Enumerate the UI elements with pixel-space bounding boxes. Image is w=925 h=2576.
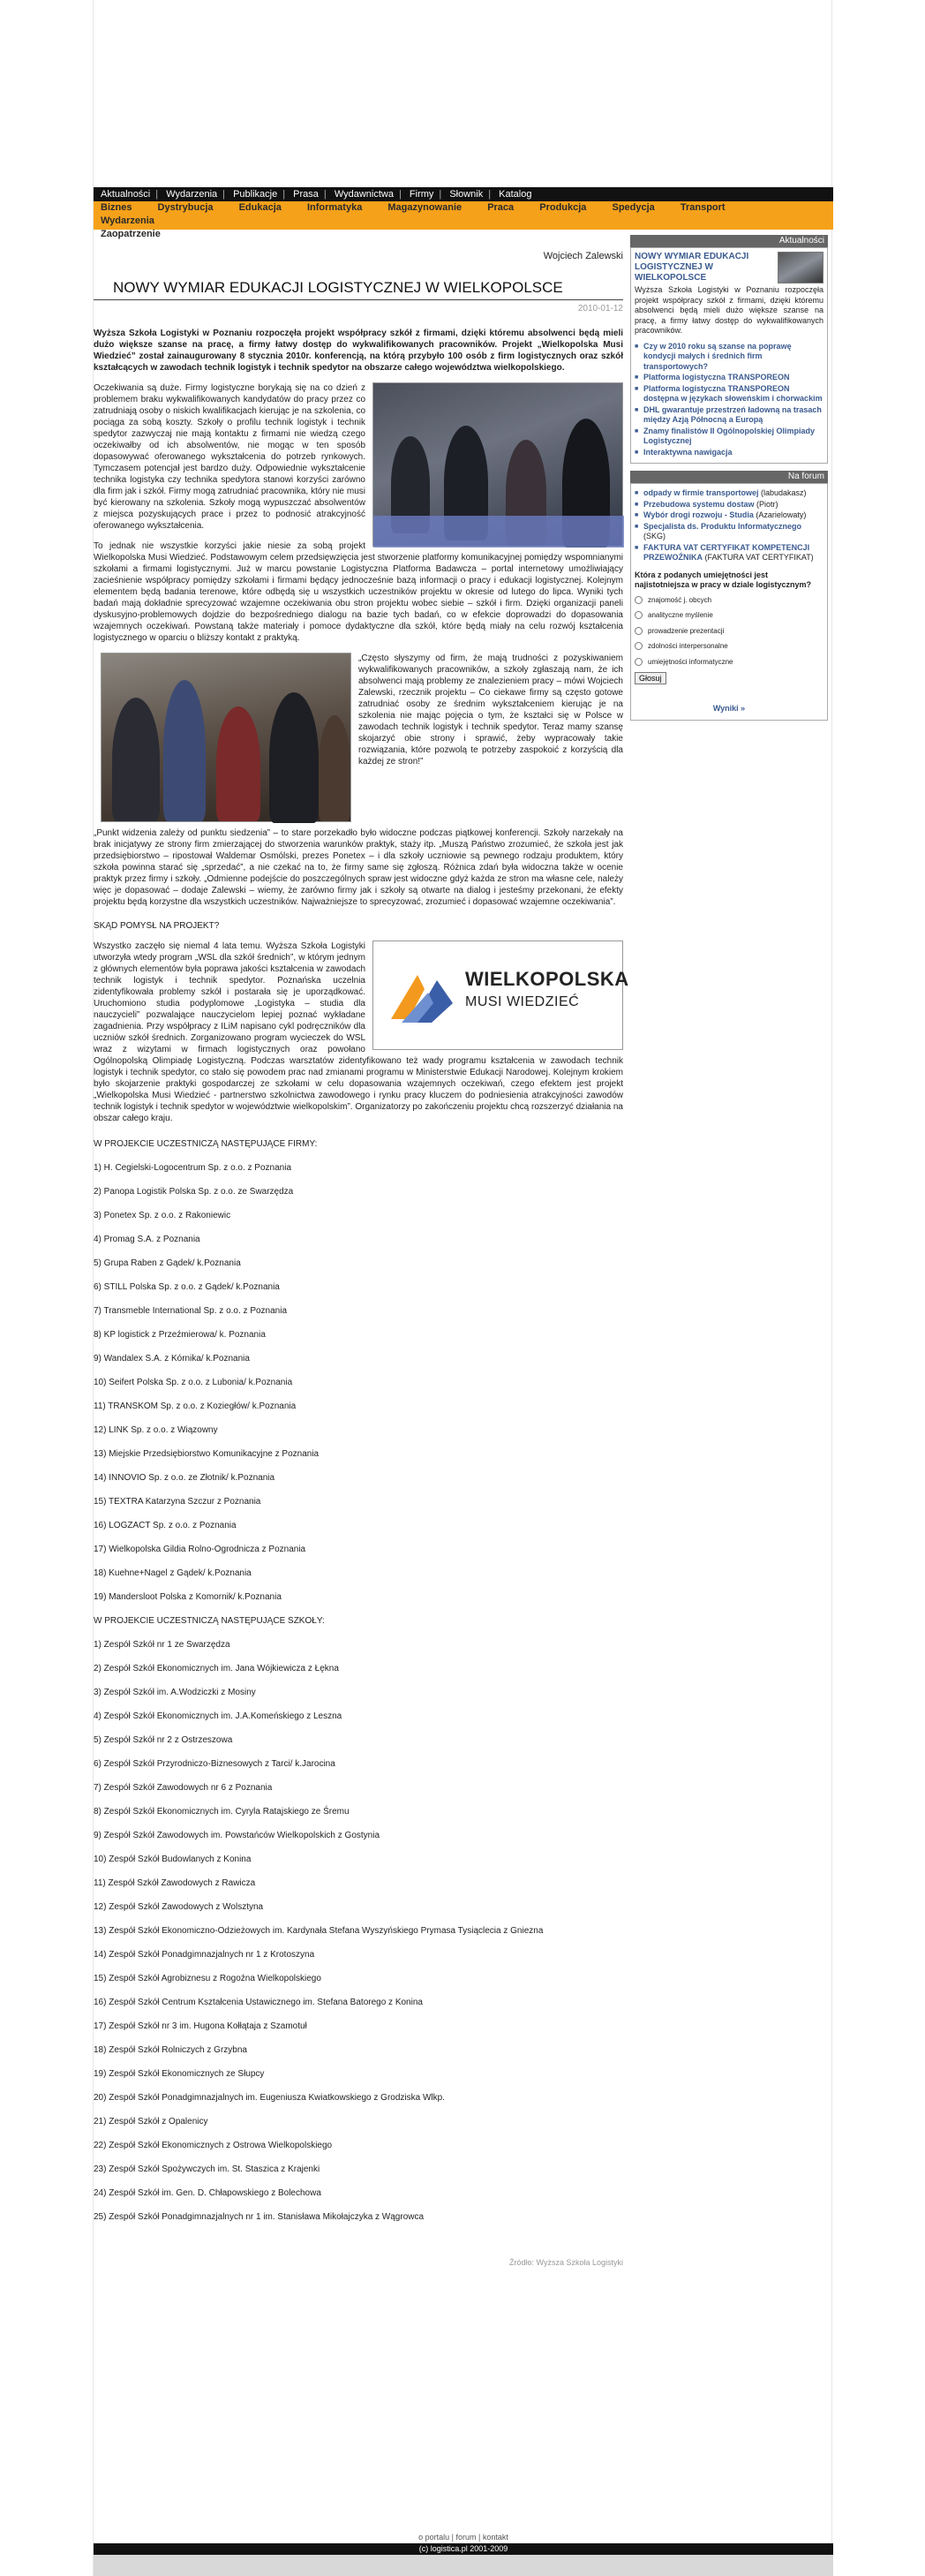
school-item: 18) Zespół Szkół Rolniczych z Grzybna [94,2045,247,2055]
school-item: 3) Zespół Szkół im. A.Wodziczki z Mosiny [94,1688,256,1697]
category-praca[interactable]: Praca [487,202,515,213]
category-spedycja[interactable]: Spedycja [612,202,655,213]
results-link[interactable]: Wyniki » [712,704,746,713]
firms-heading: W PROJEKCIE UCZESTNICZĄ NASTĘPUJĄCE FIRMY: [94,1139,318,1149]
separator: | [155,189,159,200]
category-informatyka[interactable]: Informatyka [306,202,363,213]
school-item: 2) Zespół Szkół Ekonomicznych im. Jana Wójkiewicza z Łękna [94,1664,339,1673]
forum-topic-title[interactable]: Specjalista ds. Produktu Informatycznego [643,521,802,531]
radio-button[interactable] [635,627,643,635]
separator: | [222,189,226,200]
article-paragraph [94,941,629,1124]
schools-heading: W PROJEKCIE UCZESTNICZĄ NASTĘPUJĄCE SZKOŁY: [94,1616,325,1626]
forum-topic-author: (SKG) [643,532,666,540]
forum-topic-author: (FAKTURA VAT CERTYFIKAT) [703,553,814,562]
school-item: 16) Zespół Szkół Centrum Kształcenia Ustawicznego im. Stefana Batorego z Konina [94,1998,423,2007]
news-link[interactable]: ■ Platforma logistyczna TRANSPOREON [635,373,823,383]
poll-option-label: prowadzenie prezentacji [648,626,725,635]
forum-topic-link[interactable] [635,522,823,542]
firm-item: 16) LOGZACT Sp. z o.o. z Poznania [94,1521,237,1530]
news-header: Aktualności [630,235,828,247]
category-navigation [94,201,833,239]
firm-item: 14) INNOVIO Sp. z o.o. ze Złotnik/ k.Poznania [94,1473,275,1483]
separator: | [282,189,286,200]
school-item: 7) Zespół Szkół Zawodowych nr 6 z Poznania [94,1783,273,1793]
page [93,0,832,2576]
poll-option-label: analityczne myślenie [648,611,713,619]
forum-links [635,488,823,563]
firm-item: 5) Grupa Raben z Gądek/ k.Poznania [94,1258,241,1268]
topnav-item-slownik[interactable]: Słownik [449,189,484,200]
firm-item: 2) Panopa Logistik Polska Sp. z o.o. ze Swarzędza [94,1187,294,1197]
footer-band [94,2555,833,2576]
topnav-item-wydawnictwa[interactable]: Wydawnictwa [334,189,394,200]
radio-button[interactable] [635,642,643,650]
article-paragraph [94,653,623,767]
school-item: 19) Zespół Szkół Ekonomicznych ze Słupcy [94,2069,265,2079]
topnav-item-prasa[interactable]: Prasa [293,189,319,200]
category-zaopatrzenie[interactable]: Zaopatrzenie [101,229,161,239]
separator: | [323,189,327,200]
radio-button[interactable] [635,658,643,666]
school-item: 9) Zespół Szkół Zawodowych im. Powstańców Wielkopolskich z Gostynia [94,1831,380,1840]
category-dystrybucja[interactable]: Dystrybucja [157,202,214,213]
poll-option-label: umiejętności informatyczne [648,657,733,666]
poll-option[interactable] [635,641,823,652]
news-box [630,247,828,464]
forum-topic-author: (Piotr) [754,499,778,509]
firm-item: 1) H. Cegielski-Logocentrum Sp. z o.o. z Poznania [94,1163,291,1173]
school-item: 13) Zespół Szkół Ekonomiczno-Odzieżowych im. Kardynała Stefana Wyszyńskiego Prymasa Tysiąclecia z Gniezna [94,1926,544,1936]
firm-item: 13) Miejskie Przedsiębiorstwo Komunikacyjne z Poznania [94,1449,320,1459]
topnav-item-aktualnosci[interactable]: Aktualności [101,189,151,200]
category-produkcja[interactable]: Produkcja [539,202,587,213]
poll-option[interactable] [635,595,823,606]
topnav-item-firmy[interactable]: Firmy [409,189,434,200]
radio-button[interactable] [635,596,643,604]
firms-list [94,1162,623,1603]
school-item: 24) Zespół Szkół im. Gen. D. Chłapowskiego z Bolechowa [94,2188,321,2198]
vote-button[interactable]: Głosuj [635,672,666,684]
school-item: 22) Zespół Szkół Ekonomicznych z Ostrowa Wielkopolskiego [94,2141,333,2150]
article-title: NOWY WYMIAR EDUKACJI LOGISTYCZNEJ W WIELKOPOLSCE [113,279,563,296]
firm-item: 4) Promag S.A. z Poznania [94,1235,200,1244]
news-links [635,342,823,458]
conference-photo [372,382,623,547]
school-item: 20) Zespół Szkół Ponadgimnazjalnych im. Eugeniusza Kwiatkowskiego z Grodziska Wlkp. [94,2093,445,2103]
poll-option-label: zdolności interpersonalne [648,642,728,650]
forum-topic-link[interactable] [635,543,823,563]
school-item: 5) Zespół Szkół nr 2 z Ostrzeszowa [94,1735,233,1745]
forum-topic-author: (labudakasz) [758,488,807,497]
school-item: 21) Zespół Szkół z Opalenicy [94,2117,208,2127]
schools-list [94,1639,623,2223]
article-lead: Wyższa Szkoła Logistyki w Poznaniu rozpoczęła projekt współpracy szkół z firmami, dzięki któremu absolwenci będą mieli dużo większe szanse na pracę, a firmy łatwy dostęp do wykwalifikowanych pracowników. Projekt „Wielkopolska Musi Wiedzieć” został zainaugurowany 8 stycznia 2010r. konferencją, na którą przybyło 100 osób z firm logistycznych oraz szkół kształcących w zawodach technik logistyk i technik spedytor na obszarze całego województwa wielkopolskiego. [94,329,623,373]
section-heading: SKĄD POMYSŁ NA PROJEKT? [94,921,220,931]
firm-item: 11) TRANSKOM Sp. z o.o. z Koziegłów/ k.Poznania [94,1401,297,1411]
topnav-item-publikacje[interactable]: Publikacje [233,189,278,200]
forum-topic-author: (Azarielowaty) [753,510,807,519]
school-item: 15) Zespół Szkół Agrobiznesu z Rogoźna Wielkopolskiego [94,1974,321,1983]
news-headline-link[interactable]: NOWY WYMIAR EDUKACJI LOGISTYCZNEJ W WIELKOPOLSCE [635,252,749,283]
school-item: 17) Zespół Szkół nr 3 im. Hugona Kołłątaja z Szamotuł [94,2021,307,2031]
article-date: 2010-01-12 [577,304,623,314]
school-item: 10) Zespół Szkół Budowlanych z Konina [94,1855,252,1864]
school-item: 25) Zespół Szkół Ponadgimnazjalnych nr 1 im. Stanisława Mikołajczyka z Wągrowca [94,2212,425,2222]
school-item: 6) Zespół Szkół Przyrodniczo-Biznesowych z Tarci/ k.Jarocina [94,1759,335,1769]
footer-link-about[interactable]: o portalu [418,2533,450,2542]
news-link[interactable]: ■ Czy w 2010 roku są szanse na poprawę kondycji małych i średnich firm transportowych? [635,342,823,373]
separator: | [398,189,402,200]
school-item: 14) Zespół Szkół Ponadgimnazjalnych nr 1 z Krotoszyna [94,1950,315,1960]
article-source: Źródło: Wyższa Szkoła Logistyki [509,2258,623,2267]
forum-box [630,483,828,721]
topnav-item-wydarzenia[interactable]: Wydarzenia [166,189,218,200]
logo-text-line1: WIELKOPOLSKA [465,968,629,990]
separator: | [478,2533,483,2542]
news-link[interactable]: ■ Platforma logistyczna TRANSPOREON dostępna w językach słoweńskim i chorwackim [635,384,823,404]
school-item: 8) Zespół Szkół Ekonomicznych im. Cyryla Ratajskiego ze Śremu [94,1807,350,1817]
logo-mark-icon [382,957,462,1037]
poll-option[interactable] [635,626,823,637]
school-item: 1) Zespół Szkół nr 1 ze Swarzędza [94,1640,230,1650]
firm-item: 10) Seifert Polska Sp. z o.o. z Lubonia/ k.Poznania [94,1378,293,1387]
firm-item: 18) Kuehne+Nagel z Gądek/ k.Poznania [94,1568,252,1578]
footer-links [94,2533,833,2542]
radio-button[interactable] [635,611,643,619]
poll-option[interactable] [635,610,823,621]
poll-option-label: znajomość j. obcych [648,595,712,604]
article-paragraph [94,382,623,532]
school-item: 4) Zespół Szkół Ekonomicznych im. J.A.Komeńskiego z Leszna [94,1711,342,1721]
footer-link-forum[interactable]: forum [455,2533,477,2542]
news-link[interactable]: ■ DHL gwarantuje przestrzeń ładowną na trasach między Azją Północną a Europą [635,405,823,426]
title-divider [94,299,623,300]
firm-item: 17) Wielkopolska Gildia Rolno-Ogrodnicza z Poznania [94,1545,306,1554]
article-author: Wojciech Zalewski [543,251,623,261]
sidebar [630,235,828,721]
forum-topic-title[interactable]: odpady w firmie transportowej [643,488,759,497]
logo-text-line2: MUSI WIEDZIEĆ [465,994,580,1009]
news-link[interactable]: ■ Znamy finalistów II Ogólnopolskiej Olimpiady Logistycznej [635,427,823,447]
firm-item: 6) STILL Polska Sp. z o.o. z Gądek/ k.Poznania [94,1282,280,1292]
forum-topic-title[interactable]: FAKTURA VAT CERTYFIKAT KOMPETENCJI PRZEWOŹNIKA [643,542,810,562]
audience-photo [101,653,351,822]
category-transport[interactable]: Transport [680,202,726,213]
news-thumbnail[interactable] [778,252,823,283]
forum-topic-link[interactable] [635,500,823,510]
forum-topic-link[interactable] [635,488,823,499]
article-paragraph: „Punkt widzenia zależy od punktu siedzenia” – to stare porzekadło było widoczne podczas piątkowej konferencji. Szkoły narzekały na brak inicjatywy ze strony firm zmierzającej do stworzenia warunków praktyk, staży itp. „Muszą Państwo zrozumieć, że szkoła jest jak przedsiębiorstwo – ripostował Waldemar Osmólski, prezes Ponetex – i dla szkoły uczniowie są pewnego rodzaju produktem, który szkoła powinna starać się „sprzedać”, a nie czekać na to, że firmy same się zgłoszą. Różnica zdań była widoczna także w ocenie praktyk przez firmy i szkoły. „Odmienne podejście do poszczególnych spraw jest widoczne gdyż każda ze stron ma własne cele, należy więc je dopasować – dodaje Zalewski – wiemy, że zarówno firmy jak i szkoły są otwarte na dialog i jesteśmy przekonani, że efekty projektu będą korzystne dla wszystkich uczestników. Najważniejsze to sprecyzować, zrozumieć i dopasować wzajemne oczekiwania”. [94,828,623,907]
top-navigation [94,187,833,201]
separator: | [488,189,492,200]
category-wydarzenia[interactable]: Wydarzenia [101,215,154,226]
article [94,231,629,2267]
forum-header: Na forum [630,471,828,483]
firm-item: 3) Ponetex Sp. z o.o. z Rakoniewic [94,1211,231,1220]
forum-topic-title[interactable]: Przebudowa systemu dostaw [643,499,755,509]
school-item: 23) Zespół Szkół Spożywczych im. St. Staszica z Krajenki [94,2164,320,2174]
separator: | [451,2533,456,2542]
firm-item: 12) LINK Sp. z o.o. z Wiązowny [94,1425,218,1435]
copyright: (c) logistica.pl 2001-2009 [94,2543,833,2555]
firm-item: 19) Mandersloot Polska z Komornik/ k.Poznania [94,1592,282,1602]
firm-item: 15) TEXTRA Katarzyna Szczur z Poznania [94,1497,261,1507]
poll-option[interactable] [635,657,823,668]
news-excerpt: Wyższa Szkoła Logistyki w Poznaniu rozpoczęła projekt współpracy szkół z firmami, dzięki któremu absolwenci będą mieli dużo większe szanse na pracę, a firmy łatwy dostęp do wykwalifikowanych pracowników. [635,285,823,335]
forum-topic-title[interactable]: Wybór drogi rozwoju - Studia [643,510,754,519]
forum-topic-link[interactable] [635,510,823,521]
paragraph-text: „Często słyszymy od firm, że mają trudności z pozyskiwaniem wykwalifikowanych pracowników, a szkoły zgłaszają nam, że ich absolwenci mają problemy ze znalezieniem pracy – mówi Wojciech Zalewski, rzecznik projektu – Co ciekawe firmy są często gotowe zatrudniać osoby ze średnim wykształceniem kierując je na szkolenia nie mając pojęcia o tym, że kształci się w Polsce w zawodach technik logistyk i technik spedytor. Teraz mamy szansę skojarzyć obie strony i sprawić, żeby wypracowały takie rozwiązania, które pozwolą te potrzeby zaspokoić z korzyścią dla każdej ze stron!” [358,653,623,767]
paragraph-text: Wszystko zaczęło się niemal 4 lata temu. Wyższa Szkoła Logistyki utworzyła wtedy program „WSL dla szkół średnich”, w którym jednym z głównych elementów była poprawa jakości kształcenia w zawodach technik logistyk i technik spedytor. Poznańska uczelnia zidentyfikowała problemy szkół i postarała się je uporządkować. Uruchomiono studia podyplomowe „Logistyka – studia dla nauczycieli” pozwalające nauczycielom lepiej poznać wykładane zagadnienia. Przy współpracy z ILiM napisano cykl podręczników dla uczniów szkół średnich. Zorganizowano program wycieczek do WSL wraz z wizytami w firmach logistycznych oraz powołano Ogólnopolską Olimpiadę Logistyczną. Podczas warsztatów zidentyfikowano też wady programu kształcenia w zawodach technik logistyk i technik spedytor, co stało się powodem prac nad zmianami programu w Ministerstwie Edukacji Narodowej. Kolejnym krokiem było skojarzenie praktyki gospodarczej ze szkołami w celu dopasowania wzajemnych oczekiwań, czego efektem jest projekt „Wielkopolska Musi Wiedzieć - partnerstwo szkolnictwa zawodowego i rynku pracy kluczem do podniesienia atrakcyjności zawodów technik logistyk i technik spedytor w województwie wielkopolskim”. Organizatorzy po zakończeniu projektu chcą rozszerzyć działania na obszar całego kraju. [94,941,623,1123]
topnav-item-katalog[interactable]: Katalog [499,189,532,200]
category-magazynowanie[interactable]: Magazynowanie [387,202,462,213]
separator: | [439,189,442,200]
poll-question: Która z podanych umiejętności jest najistotniejsza w pracy w dziale logistycznym? [635,570,812,589]
footer-link-contact[interactable]: kontakt [482,2533,508,2542]
paragraph-text: Oczekiwania są duże. Firmy logistyczne borykają się na co dzień z problemem braku wykwalifikowanych kandydatów do pracy przez co zatrudniają osoby o niskich kwalifikacjach kierując je na szkolenia, co pociąga za sobą koszty. Szkoły o profilu technik logistyk i technik spedytor zazwyczaj nie mają kontaktu z firmami nie wiedzą czego oczekiwałby od ich absolwentów, nie mogąc w ten sposób dopasowywać oferowanego wykształcenia do potrzeb rynkowych. Tymczasem potencjał jest bardzo duży. Odpowiednie wykształcenie technika logistyka czy technika spedytora stanowi korzyści zarówno dla firm jak i szkół. Firmy mogą zatrudniać pracownika, który nie musi być kierowany na szkolenia. Szkoły mogą wypuszczać absolwentów z miejsca pozyskujących prace i przez to podnosić atrakcyjność oferowanego wykształcenia. [94,383,365,531]
project-logo [372,941,629,1050]
poll-options [635,595,823,668]
firm-item: 8) KP logistick z Przeźmierowa/ k. Poznania [94,1330,266,1340]
news-link[interactable]: ■ Interaktywna nawigacja [635,448,823,458]
category-biznes[interactable]: Biznes [101,202,132,213]
category-edukacja[interactable]: Edukacja [238,202,282,213]
school-item: 11) Zespół Szkół Zawodowych z Rawicza [94,1878,256,1888]
article-paragraph: To jednak nie wszystkie korzyści jakie niesie za sobą projekt Wielkopolska Musi Wiedzieć. Podstawowym celem przedsięwzięcia jest stworzenie platformy komunikacyjnej pomiędzy wspomnianymi szkołami a firmami logistycznymi. Już w marcu powstanie Logistyczna Platforma Badawcza – portal internetowy umożliwiający zacieśnienie współpracy pomiędzy szkołami i firmami będący jednocześnie bazą informacji o pracy i edukacji logistycznej. Kolejnym elementem będą badania terenowe, które odbędą się u wszystkich uczestników projektu w okresie od lutego do lipca. Wyniki tych badań mają dokładnie sprecyzować wzajemne oczekiwania obu stron projektu wobec siebie – szkół i firm. Dzięki organizacji paneli dyskusyjno-problemowych dojdzie do bezpośredniego dialogu na bazie tych badań, co w efekcie doprowadzi do dopasowania wzajemnych oczekiwań. Powstaną także materiały i pomoce dydaktyczne dla szkół, które będą miały na celu rozwój kształcenia logistycznego w oparciu o bliższy kontakt z praktyką. [94,541,623,643]
school-item: 12) Zespół Szkół Zawodowych z Wolsztyna [94,1902,264,1912]
firm-item: 9) Wandalex S.A. z Kórnika/ k.Poznania [94,1354,250,1364]
firm-item: 7) Transmeble International Sp. z o.o. z Poznania [94,1306,288,1316]
